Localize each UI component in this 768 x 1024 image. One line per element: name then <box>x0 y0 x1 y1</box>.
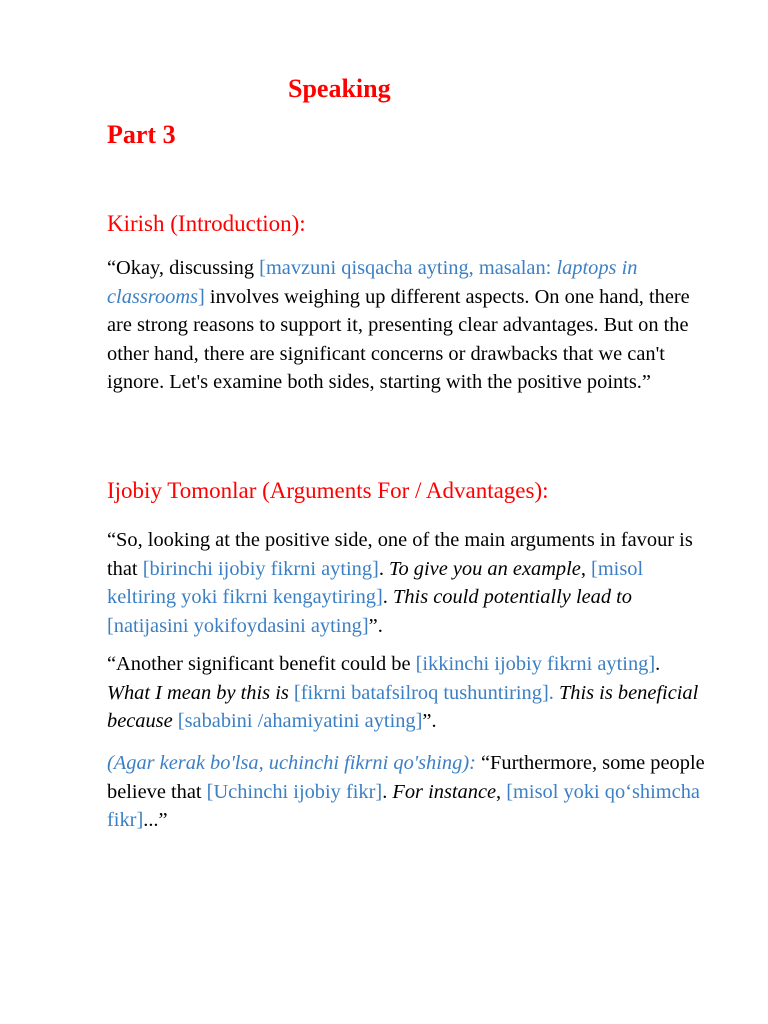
body-text: . <box>382 586 393 608</box>
placeholder-text: [mavzuni qisqacha ayting, masalan: <box>259 257 557 279</box>
italic-phrase: For instance <box>392 780 497 803</box>
italic-phrase: This could potentially lead to <box>393 586 633 608</box>
placeholder-text: (Agar kerak bo'lsa, uchinchi fikrni qo'shing): <box>107 752 476 774</box>
body-text: “Furthermore, some people believe that <box>107 752 705 803</box>
body-text: “So, looking at the positive side, one of the main arguments in favour is that <box>107 529 693 580</box>
body-text: involves weighing up different aspects. On one hand, there are strong reasons to support it, presenting clear advantages. But on the other hand, there are significant concerns or drawbacks that we can't ignore. Let's examine both sides, starting with the positive points.” <box>107 285 690 393</box>
body-text: “Another significant benefit could be <box>107 653 416 675</box>
introduction-heading: Kirish (Introduction): <box>107 211 306 236</box>
italic-phrase: What I mean by this is <box>107 681 289 704</box>
body-text: . <box>382 780 393 803</box>
body-text: , <box>496 780 507 803</box>
body-text: ”. <box>368 614 383 637</box>
body-text: ”. <box>422 710 437 732</box>
body-text: “Okay, discussing <box>107 257 260 279</box>
italic-phrase: To give you an example <box>389 557 581 580</box>
body-text: . <box>655 653 661 675</box>
placeholder-text: [misol yoki qo‘shimcha fikr] <box>107 780 700 831</box>
advantage-paragraph-1 <box>107 526 707 640</box>
advantages-heading: Ijobiy Tomonlar (Arguments For / Advantages): <box>107 478 549 503</box>
introduction-paragraph <box>107 254 707 397</box>
body-text: ...” <box>143 809 168 831</box>
body-text: , <box>580 557 592 580</box>
advantage-paragraph-2 <box>107 650 707 736</box>
placeholder-text: ] <box>198 285 205 308</box>
part-heading: Part 3 <box>107 120 176 149</box>
placeholder-text: [natijasini yokifoydasini ayting] <box>107 614 369 637</box>
placeholder-text: [fikrni batafsilroq tushuntiring]. <box>293 681 554 704</box>
placeholder-text: [sababini /ahamiyatini ayting] <box>177 710 423 732</box>
italic-phrase: This is beneficial because <box>107 681 699 732</box>
placeholder-text: [Uchinchi ijobiy fikr] <box>206 780 383 803</box>
document-title: Speaking <box>288 74 391 103</box>
placeholder-text: [birinchi ijobiy fikrni ayting] <box>142 557 379 580</box>
placeholder-text: [ikkinchi ijobiy fikrni ayting] <box>415 653 656 675</box>
advantage-paragraph-3 <box>107 749 707 835</box>
placeholder-text: [misol keltiring yoki fikrni kengaytiring] <box>107 557 644 608</box>
placeholder-text: laptops in classrooms <box>107 257 638 308</box>
body-text: . <box>378 557 390 580</box>
